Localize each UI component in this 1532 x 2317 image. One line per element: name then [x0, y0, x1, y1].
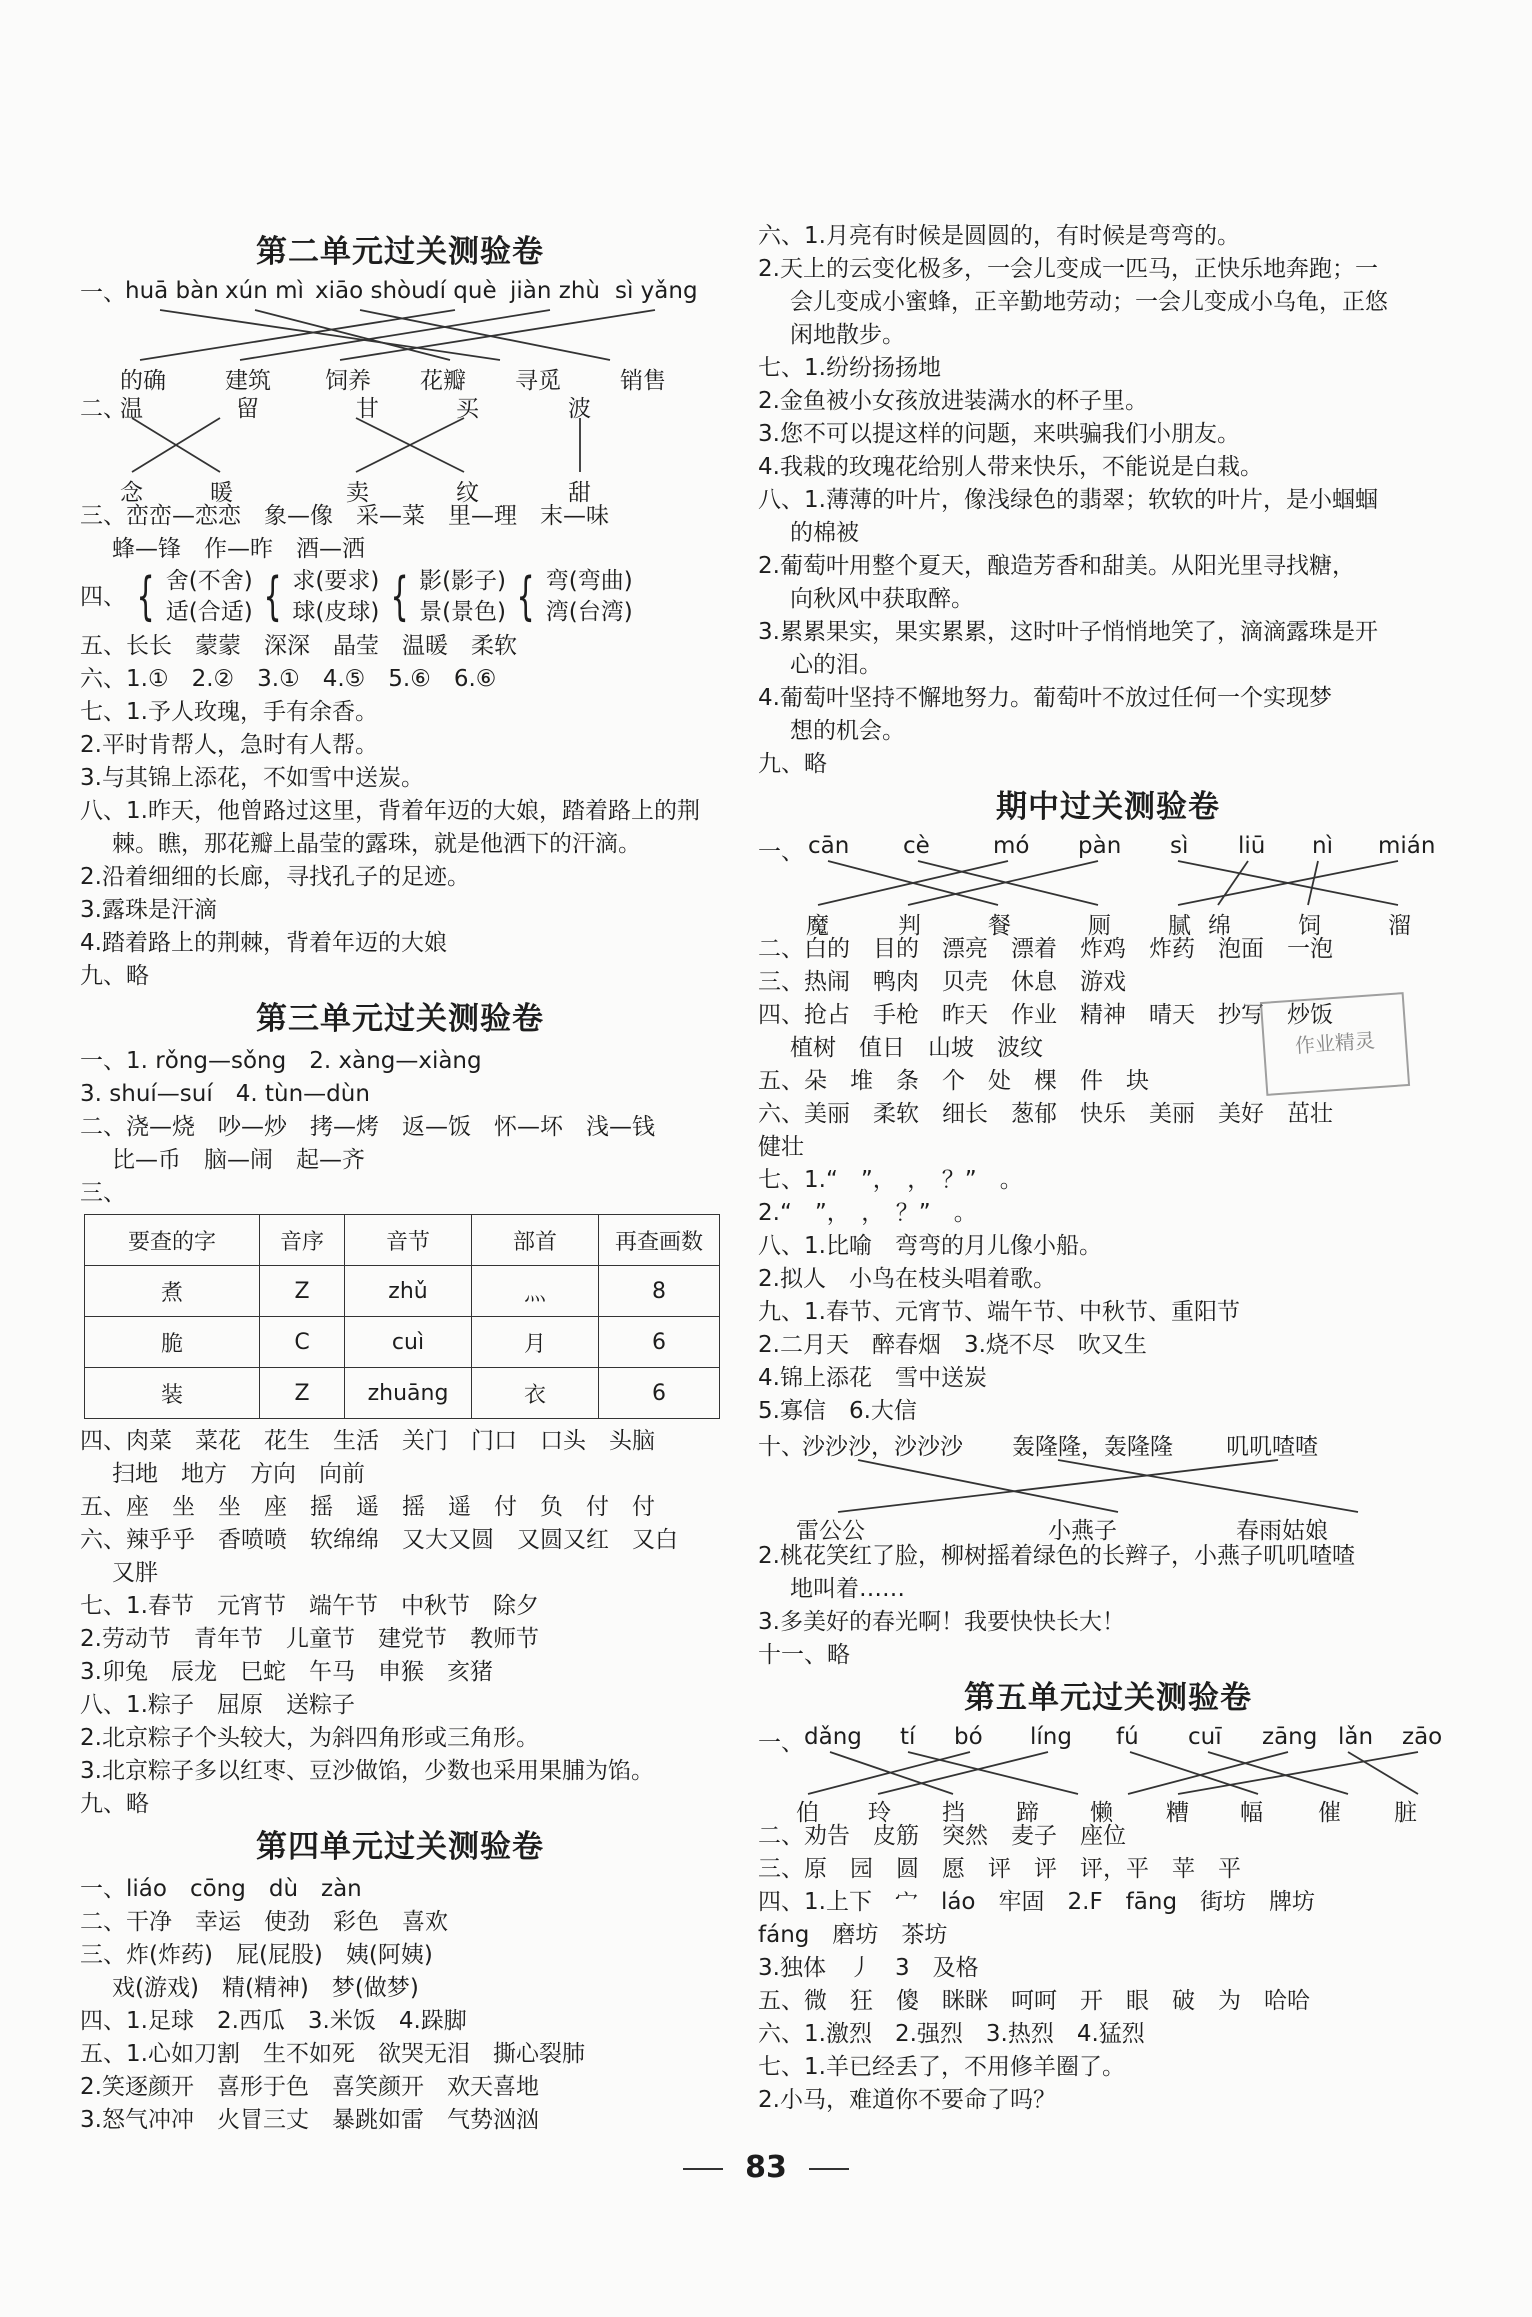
unit2-q6: 六、1.① 2.② 3.① 4.⑤ 5.⑥ 6.⑥: [80, 666, 497, 692]
unit5-q2: 二、劝告 皮筋 突然 麦子 座位: [758, 1823, 1126, 1849]
q4-g4-a: 弯(弯曲): [545, 568, 633, 594]
midterm-q6-1: 六、美丽 柔软 细长 葱郁 快乐 美丽 美好 茁壮: [758, 1101, 1333, 1127]
unit2-q8-1: 八、1.昨天，他曾路过这里，背着年迈的大娘，踏着路上的荆: [80, 798, 700, 824]
pinyin-3: mó: [993, 833, 1030, 859]
unit4-q6-2c: 闲地散步。: [790, 322, 905, 348]
q2-top-1: 温: [120, 396, 143, 422]
pinyin-3: xiāo shòu: [315, 278, 426, 304]
brace-icon: {: [390, 567, 409, 627]
midterm-title: 期中过关测验卷: [996, 789, 1220, 825]
word-6: 绵: [1208, 913, 1231, 939]
table-header: 音节: [345, 1215, 472, 1266]
table-cell: 脆: [85, 1317, 260, 1368]
unit5-q6: 六、1.激烈 2.强烈 3.热烈 4.猛烈: [758, 2021, 1145, 2047]
unit5-q4-1: 四、1.上下 宀 láo 牢固 2.F fāng 街坊 牌坊: [758, 1889, 1316, 1915]
pinyin-4: líng: [1030, 1724, 1072, 1750]
unit2-q7-1: 七、1.予人玫瑰，手有余香。: [80, 699, 378, 725]
word-5: 寻觅: [515, 368, 561, 394]
word-3: 饲养: [325, 368, 371, 394]
word-4: 花瓣: [420, 368, 466, 394]
unit2-q2-label: 二、: [80, 396, 126, 422]
table-row: [85, 1266, 720, 1317]
unit4-q3-2: 戏(游戏) 精(精神) 梦(做梦): [112, 1975, 419, 2001]
unit4-q6-1: 六、1.月亮有时候是圆圆的，有时候是弯弯的。: [758, 223, 1240, 249]
table-header: 部首: [472, 1215, 599, 1266]
unit5-title: 第五单元过关测验卷: [964, 1680, 1252, 1716]
unit3-q2-1: 二、浇—烧 吵—炒 拷—烤 返—饭 怀—坏 浅—钱: [80, 1114, 655, 1140]
pinyin-1: dǎng: [804, 1724, 862, 1750]
unit4-q8-3b: 心的泪。: [790, 652, 882, 678]
table-cell: 6: [599, 1317, 720, 1368]
table-cell: Z: [260, 1266, 345, 1317]
unit5-q7-2: 2.小马，难道你不要命了吗？: [758, 2087, 1056, 2113]
unit4-q6-2: 2.天上的云变化极多，一会儿变成一匹马，正快乐地奔跑；一: [758, 256, 1378, 282]
right-column: [758, 220, 1458, 2117]
unit5-q7-1: 七、1.羊已经丢了，不用修羊圈了。: [758, 2054, 1125, 2080]
brace-icon: {: [136, 567, 155, 627]
unit3-q5: 五、座 坐 坐 座 摇 遥 摇 遥 付 负 付 付: [80, 1494, 655, 1520]
unit4-q8-2: 2.葡萄叶用整个夏天，酿造芳香和甜美。从阳光里寻找糖，: [758, 553, 1355, 579]
midterm-q10-2b: 地叫着……: [790, 1576, 905, 1602]
q10-top-2: 轰隆隆，轰隆隆: [1012, 1434, 1173, 1460]
unit4-q8-4: 4.葡萄叶坚持不懈地努力。葡萄叶不放过任何一个实现梦: [758, 685, 1332, 711]
word-7: 饲: [1298, 913, 1321, 939]
unit5-q1-label: 一、: [758, 1730, 804, 1756]
q4-group-1: [166, 566, 253, 628]
word-2: 玲: [868, 1800, 891, 1826]
unit4-q5-3: 3.怒气冲冲 火冒三丈 暴跳如雷 气势汹汹: [80, 2107, 539, 2133]
q10-bot-1: 雷公公: [796, 1518, 865, 1544]
unit5-q3: 三、原 园 圆 愿 评 评 评，平 苹 平: [758, 1856, 1241, 1882]
unit3-q8-3: 3.北京粽子多以红枣、豆沙做馅，少数也采用果脯为馅。: [80, 1758, 654, 1784]
unit4-title: 第四单元过关测验卷: [256, 1829, 544, 1865]
q2-bot-2: 暖: [210, 480, 233, 506]
unit2-q4: [80, 566, 720, 630]
q4-group-3: [419, 566, 506, 628]
word-6: 销售: [620, 368, 666, 394]
pinyin-7: nì: [1312, 833, 1333, 859]
unit2-q5: 五、长长 蒙蒙 深深 晶莹 温暖 柔软: [80, 633, 517, 659]
midterm-q8-2: 2.拟人 小鸟在枝头唱着歌。: [758, 1266, 1056, 1292]
watermark-stamp: [1260, 992, 1410, 1096]
midterm-q4-2: 植树 值日 山坡 波纹: [790, 1035, 1043, 1061]
pinyin-9: zāo: [1402, 1724, 1443, 1750]
unit2-q2-matching: [80, 390, 720, 506]
dash-right: [809, 2168, 849, 2170]
pinyin-5: sì: [1170, 833, 1189, 859]
unit3-q8-1: 八、1.粽子 屈原 送粽子: [80, 1692, 355, 1718]
unit3-q3-label: 三、: [80, 1180, 126, 1206]
word-2: 判: [898, 913, 921, 939]
midterm-q9-3: 4.锦上添花 雪中送炭: [758, 1365, 987, 1391]
unit4-q1: 一、liáo cōng dù zàn: [80, 1876, 362, 1902]
pinyin-6: liū: [1238, 833, 1266, 859]
midterm-q1-label: 一、: [758, 839, 804, 865]
table-cell: zhuāng: [345, 1368, 472, 1419]
word-5: 懒: [1090, 1800, 1113, 1826]
unit4-q7-3: 3.您不可以提这样的问题，来哄骗我们小朋友。: [758, 421, 1240, 447]
word-7: 幅: [1240, 1800, 1263, 1826]
table-header: 要查的字: [85, 1215, 260, 1266]
word-1: 魔: [806, 913, 829, 939]
unit3-q7-1: 七、1.春节 元宵节 端午节 中秋节 除夕: [80, 1593, 539, 1619]
table-cell: 衣: [472, 1368, 599, 1419]
table-cell: zhǔ: [345, 1266, 472, 1317]
unit3-q6-1: 六、辣乎乎 香喷喷 软绵绵 又大又圆 又圆又红 又白: [80, 1527, 678, 1553]
table-cell: 装: [85, 1368, 260, 1419]
pinyin-5: jiàn zhù: [510, 278, 600, 304]
q2-bot-1: 念: [120, 480, 143, 506]
q2-bot-3: 卖: [346, 480, 369, 506]
page-number: [0, 2150, 1532, 2185]
midterm-q3: 三、热闹 鸭肉 贝壳 休息 游戏: [758, 969, 1126, 995]
word-1: 伯: [796, 1800, 819, 1826]
unit4-q5-2: 2.笑逐颜开 喜形于色 喜笑颜开 欢天喜地: [80, 2074, 539, 2100]
unit3-title: 第三单元过关测验卷: [256, 1001, 544, 1037]
unit3-q7-3: 3.卯兔 辰龙 巳蛇 午马 申猴 亥猪: [80, 1659, 493, 1685]
midterm-q10-label: 十、: [758, 1434, 804, 1460]
pinyin-4: pàn: [1078, 833, 1122, 859]
table-header: 再查画数: [599, 1215, 720, 1266]
unit3-q4-1: 四、肉菜 菜花 花生 生活 关门 门口 口头 头脑: [80, 1428, 655, 1454]
midterm-q7-1: 七、1.“ ”， ， ？” 。: [758, 1167, 1023, 1193]
midterm-q1-matching: [758, 833, 1458, 939]
word-4: 蹄: [1016, 1800, 1039, 1826]
unit3-q8-2: 2.北京粽子个头较大，为斜四角形或三角形。: [80, 1725, 539, 1751]
q4-g4-b: 湾(台湾): [545, 599, 633, 625]
unit2-q3-cont: 蜂—锋 作—昨 酒—洒: [112, 536, 365, 562]
q4-g2-b: 球(皮球): [292, 599, 380, 625]
midterm-q5: 五、朵 堆 条 个 处 棵 件 块: [758, 1068, 1149, 1094]
midterm-q9-1: 九、1.春节、元宵节、端午节、中秋节、重阳节: [758, 1299, 1240, 1325]
q4-g1-b: 适(合适): [165, 599, 253, 625]
brace-icon: {: [263, 567, 282, 627]
unit3-q1-2: 3. shuí—suí 4. tùn—dùn: [80, 1081, 370, 1107]
unit5-q4-3: 3.独体 丿 3 及格: [758, 1955, 979, 1981]
q4-group-2: [292, 566, 379, 628]
word-9: 脏: [1394, 1800, 1417, 1826]
unit2-q8-3: 3.露珠是汗滴: [80, 897, 217, 923]
dash-left: [683, 2168, 723, 2170]
table-cell: cuì: [345, 1317, 472, 1368]
q2-top-4: 买: [456, 396, 479, 422]
q4-group-4: [546, 566, 633, 628]
q10-bot-3: 春雨姑娘: [1236, 1518, 1328, 1544]
word-2: 建筑: [225, 368, 271, 394]
table-cell: 灬: [472, 1266, 599, 1317]
unit4-q6-2b: 会儿变成小蜜蜂，正辛勤地劳动；一会儿变成小乌龟，正悠: [790, 289, 1388, 315]
pinyin-4: dí què: [425, 278, 497, 304]
table-cell: 煮: [85, 1266, 260, 1317]
midterm-q9-4: 5.寡信 6.大信: [758, 1398, 917, 1424]
q2-top-3: 甘: [356, 396, 379, 422]
unit2-q8-2: 2.沿着细细的长廊，寻找孔子的足迹。: [80, 864, 470, 890]
unit4-q8-4b: 想的机会。: [790, 718, 905, 744]
pinyin-3: bó: [954, 1724, 983, 1750]
brace-icon: {: [516, 567, 535, 627]
unit4-q7-1: 七、1.纷纷扬扬地: [758, 355, 941, 381]
unit4-q7-4: 4.我栽的玫瑰花给别人带来快乐，不能说是白栽。: [758, 454, 1263, 480]
pinyin-8: mián: [1378, 833, 1436, 859]
unit2-title: 第二单元过关测验卷: [256, 234, 544, 270]
left-column: [80, 226, 720, 2137]
midterm-q7-2: 2.“ ”， ， ？” 。: [758, 1200, 977, 1226]
word-5: 腻: [1168, 913, 1191, 939]
q2-bot-5: 甜: [568, 480, 591, 506]
table-cell: 8: [599, 1266, 720, 1317]
table-header: 音序: [260, 1215, 345, 1266]
pinyin-2: xún mì: [225, 278, 304, 304]
unit2-q1-label: 一、: [80, 280, 126, 306]
unit3-q9: 九、略: [80, 1791, 149, 1817]
unit5-q1-matching: [758, 1724, 1458, 1826]
word-8: 催: [1318, 1800, 1341, 1826]
pinyin-8: lǎn: [1338, 1724, 1374, 1750]
pinyin-1: huā bàn: [125, 278, 219, 304]
table-cell: C: [260, 1317, 345, 1368]
word-3: 餐: [988, 913, 1011, 939]
word-4: 厕: [1088, 913, 1111, 939]
table-cell: 6: [599, 1368, 720, 1419]
page-number-text: 83: [745, 2150, 787, 2185]
midterm-q10-3: 3.多美好的春光啊！我要快快长大！: [758, 1609, 1125, 1635]
pinyin-2: cè: [903, 833, 930, 859]
unit4-q8-1: 八、1.薄薄的叶片，像浅绿色的翡翠；软软的叶片，是小蝈蝈: [758, 487, 1378, 513]
pinyin-2: tí: [900, 1724, 916, 1750]
unit4-q9: 九、略: [758, 751, 827, 777]
unit3-q4-2: 扫地 地方 方向 向前: [112, 1461, 365, 1487]
unit4-q7-2: 2.金鱼被小女孩放进装满水的杯子里。: [758, 388, 1148, 414]
word-6: 糟: [1166, 1800, 1189, 1826]
unit2-q3: 三、峦峦—恋恋 象—像 采—菜 里—理 末—味: [80, 503, 609, 529]
unit3-q2-2: 比—币 脑—闹 起—齐: [112, 1147, 365, 1173]
unit4-q8-1b: 的棉被: [790, 520, 859, 546]
unit4-q4: 四、1.足球 2.西瓜 3.米饭 4.跺脚: [80, 2008, 467, 2034]
unit2-q7-2: 2.平时肯帮人，急时有人帮。: [80, 732, 378, 758]
q4-g3-b: 景(景色): [419, 599, 507, 625]
word-1: 的确: [120, 368, 166, 394]
unit4-q3-1: 三、炸(炸药) 屁(屁股) 姨(阿姨): [80, 1942, 433, 1968]
pinyin-7: zāng: [1262, 1724, 1318, 1750]
q2-top-5: 波: [568, 396, 591, 422]
unit2-q2-lines: [80, 390, 720, 500]
midterm-q8-1: 八、1.比喻 弯弯的月儿像小船。: [758, 1233, 1102, 1259]
midterm-q11: 十一、略: [758, 1642, 850, 1668]
q10-top-3: 叽叽喳喳: [1226, 1434, 1318, 1460]
unit5-q5: 五、微 狂 傻 眯眯 呵呵 开 眼 破 为 哈哈: [758, 1988, 1310, 2014]
unit2-q4-label: 四、: [80, 584, 126, 610]
q10-top-1: 沙沙沙，沙沙沙: [802, 1434, 963, 1460]
midterm-q9-2: 2.二月天 醉春烟 3.烧不尽 吹又生: [758, 1332, 1147, 1358]
unit4-q5-1: 五、1.心如刀割 生不如死 欲哭无泪 撕心裂肺: [80, 2041, 585, 2067]
table-row: [85, 1317, 720, 1368]
unit2-q8-1b: 棘。瞧，那花瓣上晶莹的露珠，就是他洒下的汗滴。: [112, 831, 641, 857]
pinyin-1: cān: [808, 833, 850, 859]
unit3-q6-2: 又胖: [112, 1560, 158, 1586]
unit4-q8-2b: 向秋风中获取醉。: [790, 586, 974, 612]
unit5-q4-2: fáng 磨坊 茶坊: [758, 1922, 948, 1948]
table-cell: 月: [472, 1317, 599, 1368]
q2-bot-4: 纹: [456, 480, 479, 506]
table-header-row: [85, 1215, 720, 1266]
midterm-q4-1: 四、抢占 手枪 昨天 作业 精神 晴天 抄写 炒饭: [758, 1002, 1333, 1028]
pinyin-6: sì yǎng: [615, 278, 698, 304]
midterm-q6-2: 健壮: [758, 1134, 804, 1160]
table-cell: Z: [260, 1368, 345, 1419]
unit3-q7-2: 2.劳动节 青年节 儿童节 建党节 教师节: [80, 1626, 539, 1652]
unit4-q2: 二、干净 幸运 使劲 彩色 喜欢: [80, 1909, 448, 1935]
pinyin-6: cuī: [1188, 1724, 1222, 1750]
midterm-q10-matching: [758, 1428, 1458, 1544]
unit2-q7-3: 3.与其锦上添花，不如雪中送炭。: [80, 765, 424, 791]
unit4-q8-3: 3.累累果实，果实累累，这时叶子悄悄地笑了，滴滴露珠是开: [758, 619, 1378, 645]
word-3: 挡: [942, 1800, 965, 1826]
unit2-q9: 九、略: [80, 963, 149, 989]
q4-g1-a: 舍(不舍): [165, 568, 253, 594]
unit3-q1-1: 一、1. rǒng—sǒng 2. xàng—xiàng: [80, 1048, 482, 1074]
unit2-q1-matching: [80, 278, 720, 394]
midterm-q2: 二、白的 目的 漂亮 漂着 炸鸡 炸药 泡面 一泡: [758, 936, 1333, 962]
table-row: [85, 1368, 720, 1419]
dictionary-table: [84, 1214, 720, 1419]
stamp-text: 作业精灵: [1294, 1028, 1376, 1058]
pinyin-5: fú: [1116, 1724, 1139, 1750]
midterm-q10-2: 2.桃花笑红了脸，柳树摇着绿色的长辫子，小燕子叽叽喳喳: [758, 1543, 1355, 1569]
q10-bot-2: 小燕子: [1048, 1518, 1117, 1544]
unit2-q8-4: 4.踏着路上的荆棘，背着年迈的大娘: [80, 930, 447, 956]
q2-top-2: 留: [236, 396, 259, 422]
q4-g2-a: 求(要求): [292, 568, 380, 594]
q4-g3-a: 影(影子): [419, 568, 507, 594]
word-8: 溜: [1388, 913, 1411, 939]
